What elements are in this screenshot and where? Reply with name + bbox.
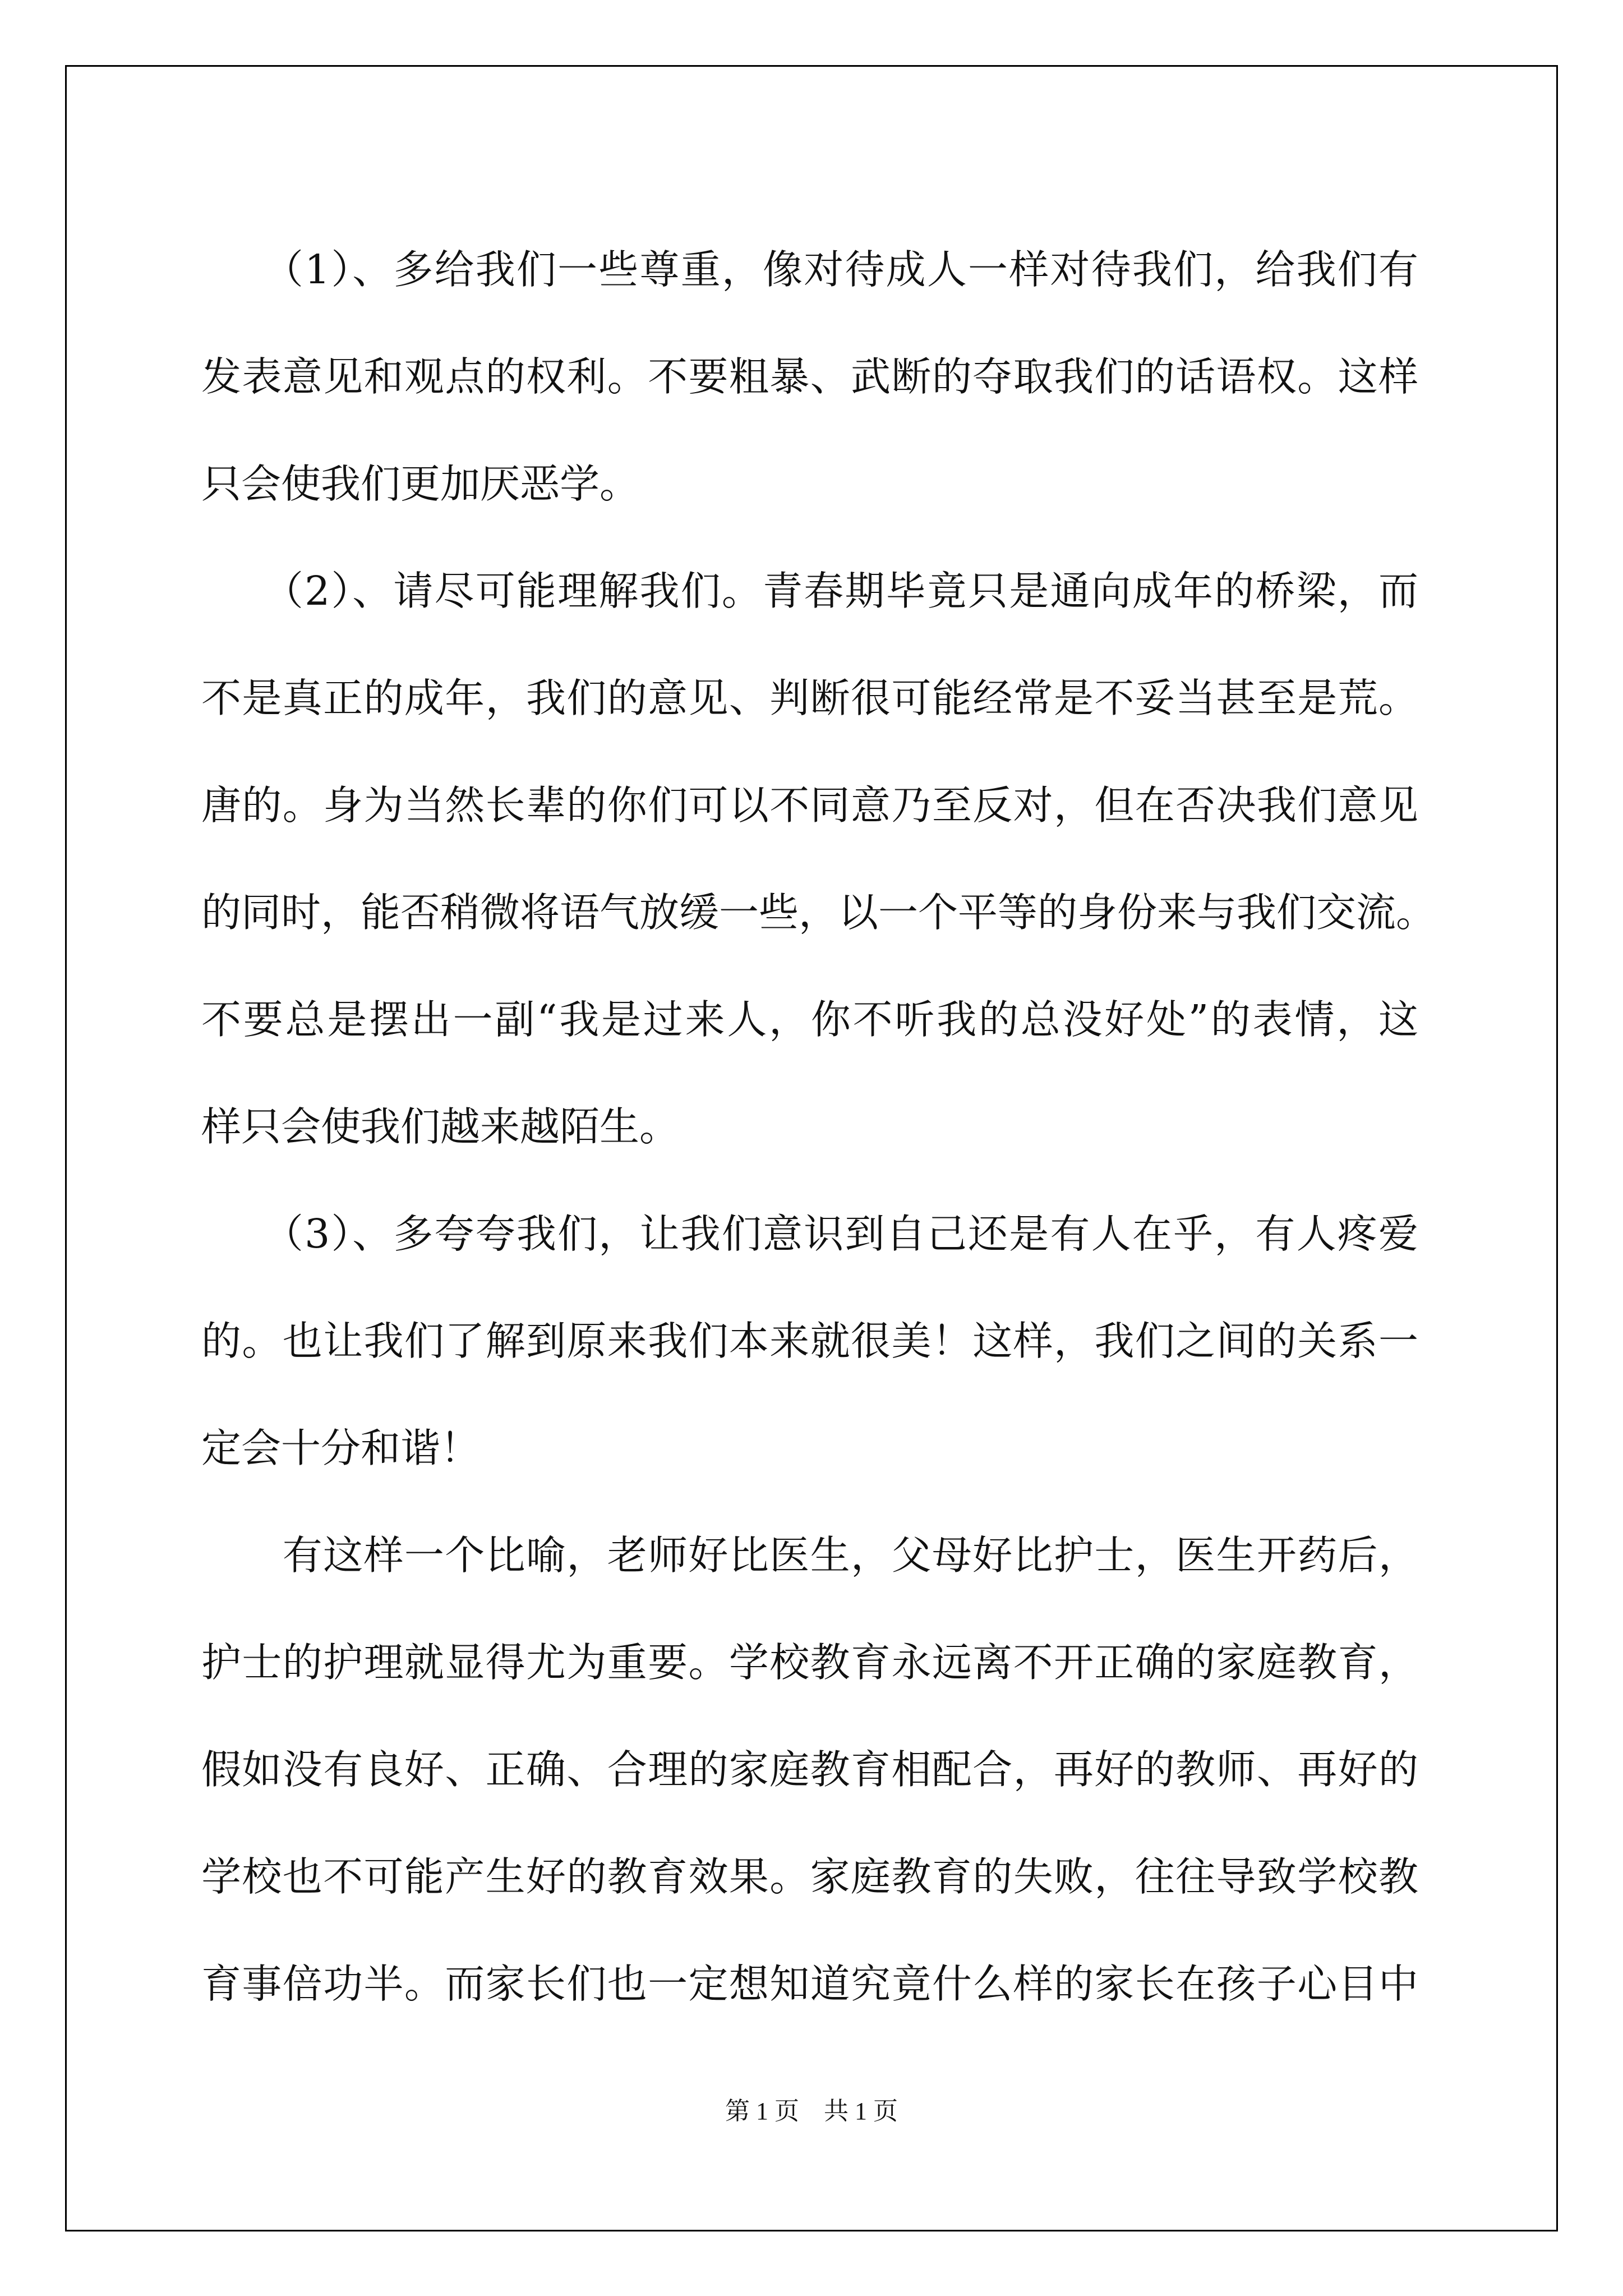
document-body (201, 216, 1436, 2037)
text-line: （3）、多夸夸我们，让我们意识到自己还是有人在乎，有人疼爱 (201, 1211, 1418, 1257)
text-line: 学校也不可能产生好的教育效果。家庭教育的失败，往往导致学校教 (201, 1853, 1418, 1900)
text-line: 的。也让我们了解到原来我们本来就很美！这样，我们之间的关系一 (201, 1318, 1418, 1364)
text-line: 不是真正的成年，我们的意见、判断很可能经常是不妥当甚至是荒。 (201, 675, 1418, 721)
text-line: 只会使我们更加厌恶学。 (201, 461, 640, 507)
text-line: 定会十分和谐！ (201, 1425, 481, 1471)
text-line: 不要总是摆出一副“我是过来人，你不听我的总没好处”的表情，这 (201, 996, 1418, 1043)
text-line: （2）、请尽可能理解我们。青春期毕竟只是通向成年的桥梁，而 (201, 568, 1418, 614)
text-line: 育事倍功半。而家长们也一定想知道究竟什么样的家长在孩子心目中 (201, 1961, 1418, 2007)
text-line: 唐的。身为当然长辈的你们可以不同意乃至反对，但在否决我们意见 (201, 782, 1418, 829)
page-number-footer: 第 1 页 共 1 页 (725, 2097, 898, 2125)
text-line: 有这样一个比喻，老师好比医生，父母好比护士，医生开药后， (201, 1532, 1418, 1579)
text-line: （1）、多给我们一些尊重，像对待成人一样对待我们，给我们有 (201, 246, 1418, 293)
text-line: 发表意见和观点的权利。不要粗暴、武断的夺取我们的话语权。这样 (201, 353, 1418, 400)
text-line: 护士的护理就显得尤为重要。学校教育永远离不开正确的家庭教育， (201, 1639, 1418, 1686)
text-line: 假如没有良好、正确、合理的家庭教育相配合，再好的教师、再好的 (201, 1746, 1418, 1793)
text-line: 的同时，能否稍微将语气放缓一些，以一个平等的身份来与我们交流。 (201, 889, 1436, 936)
text-line: 样只会使我们越来越陌生。 (201, 1103, 680, 1150)
